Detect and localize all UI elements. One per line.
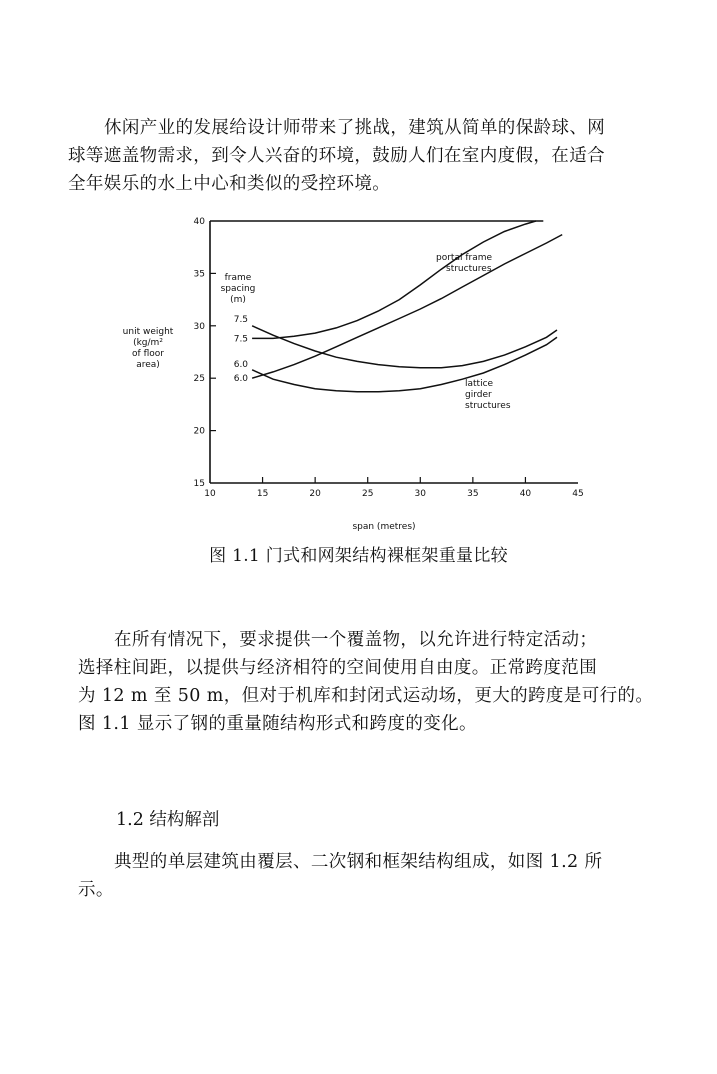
section-heading: 1.2 结构解剖: [116, 810, 220, 830]
chart-ticks: [194, 217, 584, 499]
y-tick-label: 15: [193, 479, 205, 489]
chart-series: [234, 221, 562, 392]
x-tick-label: 10: [204, 489, 216, 499]
paragraph-line: 典型的单层建筑由覆层、二次钢和框架结构组成，如图 1.2 所: [114, 852, 603, 872]
y-tick-label: 30: [193, 321, 205, 332]
x-tick-label: 45: [572, 489, 584, 499]
chart-axes: [210, 221, 578, 483]
section-paragraph: [78, 848, 602, 904]
y-tick-label: 35: [193, 269, 205, 280]
intro-paragraph: [68, 114, 605, 198]
x-tick-label: 30: [414, 489, 427, 499]
x-tick-label: 20: [309, 489, 321, 499]
paragraph-line: 在所有情况下，要求提供一个覆盖物，以允许进行特定活动；: [114, 630, 598, 650]
x-tick-label: 40: [519, 489, 532, 499]
paragraph-line: 为 12 m 至 50 m，但对于机库和封闭式运动场，更大的跨度是可行的。: [78, 686, 654, 706]
series-label: 7.5: [233, 314, 249, 325]
series-line: [252, 235, 562, 379]
y-axis-label: unit weight (kg/m² of floor area): [122, 327, 174, 370]
y-tick-label: 20: [193, 426, 205, 437]
paragraph-line: 球等遮盖物需求，到令人兴奋的环境，鼓励人们在室内度假，在适合: [68, 146, 605, 166]
paragraph-line: 休闲产业的发展给设计师带来了挑战，建筑从简单的保龄球、网: [104, 118, 606, 138]
weight-comparison-chart: [110, 208, 590, 538]
figure-caption: 图 1.1 门式和网架结构裸框架重量比较: [209, 546, 508, 566]
x-tick-label: 25: [361, 489, 374, 499]
frame-spacing-label: frame spacing (m): [220, 273, 256, 305]
structure-group-label: lattice girder structures: [465, 379, 511, 411]
series-label: 7.5: [233, 334, 249, 345]
series-label: 6.0: [233, 374, 249, 385]
paragraph-line: 图 1.1 显示了钢的重量随结构形式和跨度的变化。: [78, 714, 477, 734]
body-paragraph: [78, 626, 653, 738]
paragraph-line: 选择柱间距，以提供与经济相符的空间使用自由度。正常跨度范围: [78, 658, 598, 678]
paragraph-line: 示。: [78, 880, 114, 900]
y-tick-label: 25: [193, 374, 205, 385]
structure-group-label: portal frame structures: [436, 253, 493, 274]
x-axis-label: span (metres): [352, 522, 416, 532]
x-tick-label: 35: [467, 489, 479, 499]
series-label: 6.0: [233, 359, 249, 370]
x-tick-label: 15: [256, 489, 269, 499]
paragraph-line: 全年娱乐的水上中心和类似的受控环境。: [68, 174, 391, 194]
y-tick-label: 40: [193, 217, 205, 227]
